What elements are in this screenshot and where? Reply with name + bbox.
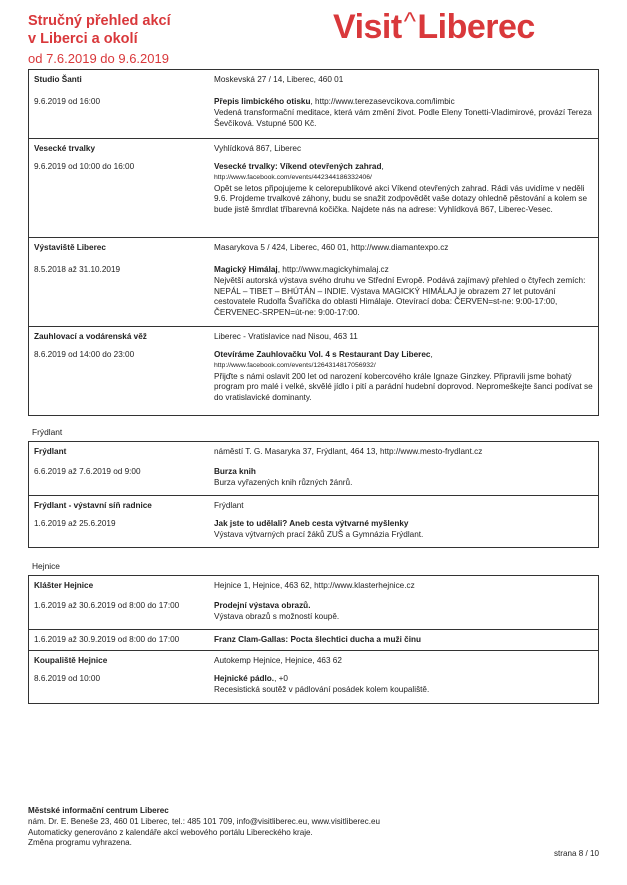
event-link[interactable]: http://www.facebook.com/events/1264314817056932/ [214,361,376,369]
event-row [29,630,598,651]
event-title: Hejnické pádlo. [214,674,275,683]
logo-text-visit: Visit [333,8,402,46]
event-date: 1.6.2019 až 30.9.2019 od 8:00 do 17:00 [34,635,180,644]
event-title: Přepis limbického otisku [214,97,311,106]
venue-address: Liberec - Vratislavice nad Nisou, 463 11 [214,332,358,341]
footer-org: Městské informační centrum Liberec [28,806,169,815]
venue-name: Vesecké trvalky [34,144,96,153]
venue-name: Studio Šanti [34,75,82,84]
venue-block [29,139,598,238]
event-description: Výstava obrazů s možností koupě. [214,611,340,621]
page-title [28,12,171,48]
venue-address: Masarykova 5 / 424, Liberec, 460 01, http://www.diamantexpo.cz [214,243,449,252]
event-title: Prodejní výstava obrazů. [214,601,311,610]
event-info [214,601,594,623]
title-line-1: Stručný přehled akcí [28,13,171,29]
venue-address: Autokemp Hejnice, Hejnice, 463 62 [214,656,342,665]
venue-name: Koupaliště Hejnice [34,656,108,665]
venue-name: Frýdlant - výstavní síň radnice [34,501,152,510]
venue-block [29,442,598,496]
venue-block [29,496,598,547]
event-link[interactable]: http://www.facebook.com/events/442344186332406/ [214,173,372,181]
event-date: 8.6.2019 od 14:00 do 23:00 [34,350,135,359]
event-info [214,519,594,541]
liberec-events-table [28,69,599,416]
event-link[interactable]: , http://www.terezasevcikova.com/limbic [310,97,455,106]
event-title: Vesecké trvalky: Víkend otevřených zahrad [214,162,382,171]
footer-note: Automaticky generováno z kalendáře akcí webového portálu Libereckého kraje. [28,827,313,837]
venue-name: Zauhlovací a vodárenská věž [34,332,147,341]
event-title: Franz Clam-Gallas: Pocta šlechtici ducha a muži činu [214,635,422,644]
visit-liberec-logo [333,8,535,47]
event-link: , [381,162,384,171]
logo-caret-icon: ^ [403,6,416,36]
event-info [214,467,594,489]
event-title: Burza knih [214,467,256,476]
event-description: Výstava výtvarných prací žáků ZUŠ a Gymnázia Frýdlant. [214,529,424,539]
venue-address: náměstí T. G. Masaryka 37, Frýdlant, 464 13, http://www.mesto-frydlant.cz [214,447,483,456]
event-description: Přijďte s námi oslavit 200 let od narození kobercového krále Ignaze Ginzkey. Připravili jsme bohatý program pro malé i velké, skvělé jídlo i pití a parádní hudební doprovod. Nepromeškejte šanci podívat se do vratislavické dominanty. [214,371,593,403]
venue-name: Klášter Hejnice [34,581,94,590]
event-date: 9.6.2019 od 10:00 do 16:00 [34,162,135,171]
venue-address: Vyhlídková 867, Liberec [214,144,302,153]
title-line-2: v Liberci a okolí [28,31,138,47]
venue-block [29,576,598,630]
event-info [214,97,594,129]
venue-name: Výstaviště Liberec [34,243,106,252]
event-info [214,674,594,696]
venue-address: Frýdlant [214,501,244,510]
date-range: od 7.6.2019 do 9.6.2019 [28,51,169,66]
event-date: 1.6.2019 až 25.6.2019 [34,519,116,528]
event-description: Největší autorská výstava svého druhu ve Střední Evropě. Podává zajímavý přehled o čtyřech zemích: NEPÁL – TIBET – BHÚTÁN – INDIE. Výstava MAGICKÝ HIMÁLAJ je obrazem 27 let putování cestovatele Rudolfa Švaříčka do oblasti Himálaje. Otevírací doba: ČERVEN=st-ne: 9:00-17:00, ČERVENEC-SRPEN=út-ne: 9:00-17:00. [214,275,586,318]
page-number: strana 8 / 10 [554,849,599,858]
event-title: Jak jste to udělali? Aneb cesta výtvarné myšlenky [214,519,409,528]
section-label: Hejnice [32,561,60,571]
venue-address: Hejnice 1, Hejnice, 463 62, http://www.klasterhejnice.cz [214,581,415,590]
event-description: Vedená transformační meditace, která vám změní život. Podle Eleny Tonetti-Vladimirové, provází Tereza Ševčíková. Vstupné 500 Kč. [214,107,592,128]
venue-block [29,651,598,703]
venue-name: Frýdlant [34,447,67,456]
event-date: 8.6.2019 od 10:00 [34,674,101,683]
frydlant-events-table [28,441,599,548]
event-title: Magický Himálaj [214,265,278,274]
hejnice-events-table [28,575,599,704]
section-label: Frýdlant [32,427,63,437]
event-title: Otevíráme Zauhlovačku Vol. 4 s Restaurant Day Liberec [214,350,431,359]
event-date: 1.6.2019 až 30.6.2019 od 8:00 do 17:00 [34,601,180,610]
logo-text-liberec: Liberec [417,8,535,46]
venue-block [29,327,598,415]
footer-note: Změna programu vyhrazena. [28,838,132,848]
event-date: 8.5.2018 až 31.10.2019 [34,265,121,274]
venue-address: Moskevská 27 / 14, Liberec, 460 01 [214,75,344,84]
event-link: , +0 [274,674,288,683]
venue-block [29,70,598,139]
event-description: Opět se letos připojujeme k celorepublikové akci Víkend otevřených zahrad. Rádi vás uvidíme v neděli 9.6. Projdeme trvalkové záhony, budu se snažit zodpovědět vaše dotazy ohledně pěstování a kolem se bude jistě šmrdlat tříbarevná kočička. Najdete nás na adrese: Vyhlídková 867, Liberec-Vesec. [214,183,588,215]
event-link: , [430,350,433,359]
footer [28,806,380,849]
event-info [214,350,594,404]
event-info [214,265,594,319]
event-description: Recesistická soutěž v pádlování posádek kolem koupaliště. [214,684,430,694]
event-info [214,162,594,216]
event-link[interactable]: , http://www.magickyhimalaj.cz [277,265,389,274]
event-date: 9.6.2019 od 16:00 [34,97,101,106]
venue-block [29,238,598,327]
footer-address: nám. Dr. E. Beneše 23, 460 01 Liberec, tel.: 485 101 709, info@visitliberec.eu, www.visitliberec.eu [28,816,380,826]
event-description: Burza vyřazených knih různých žánrů. [214,477,353,487]
event-date: 6.6.2019 až 7.6.2019 od 9:00 [34,467,141,476]
